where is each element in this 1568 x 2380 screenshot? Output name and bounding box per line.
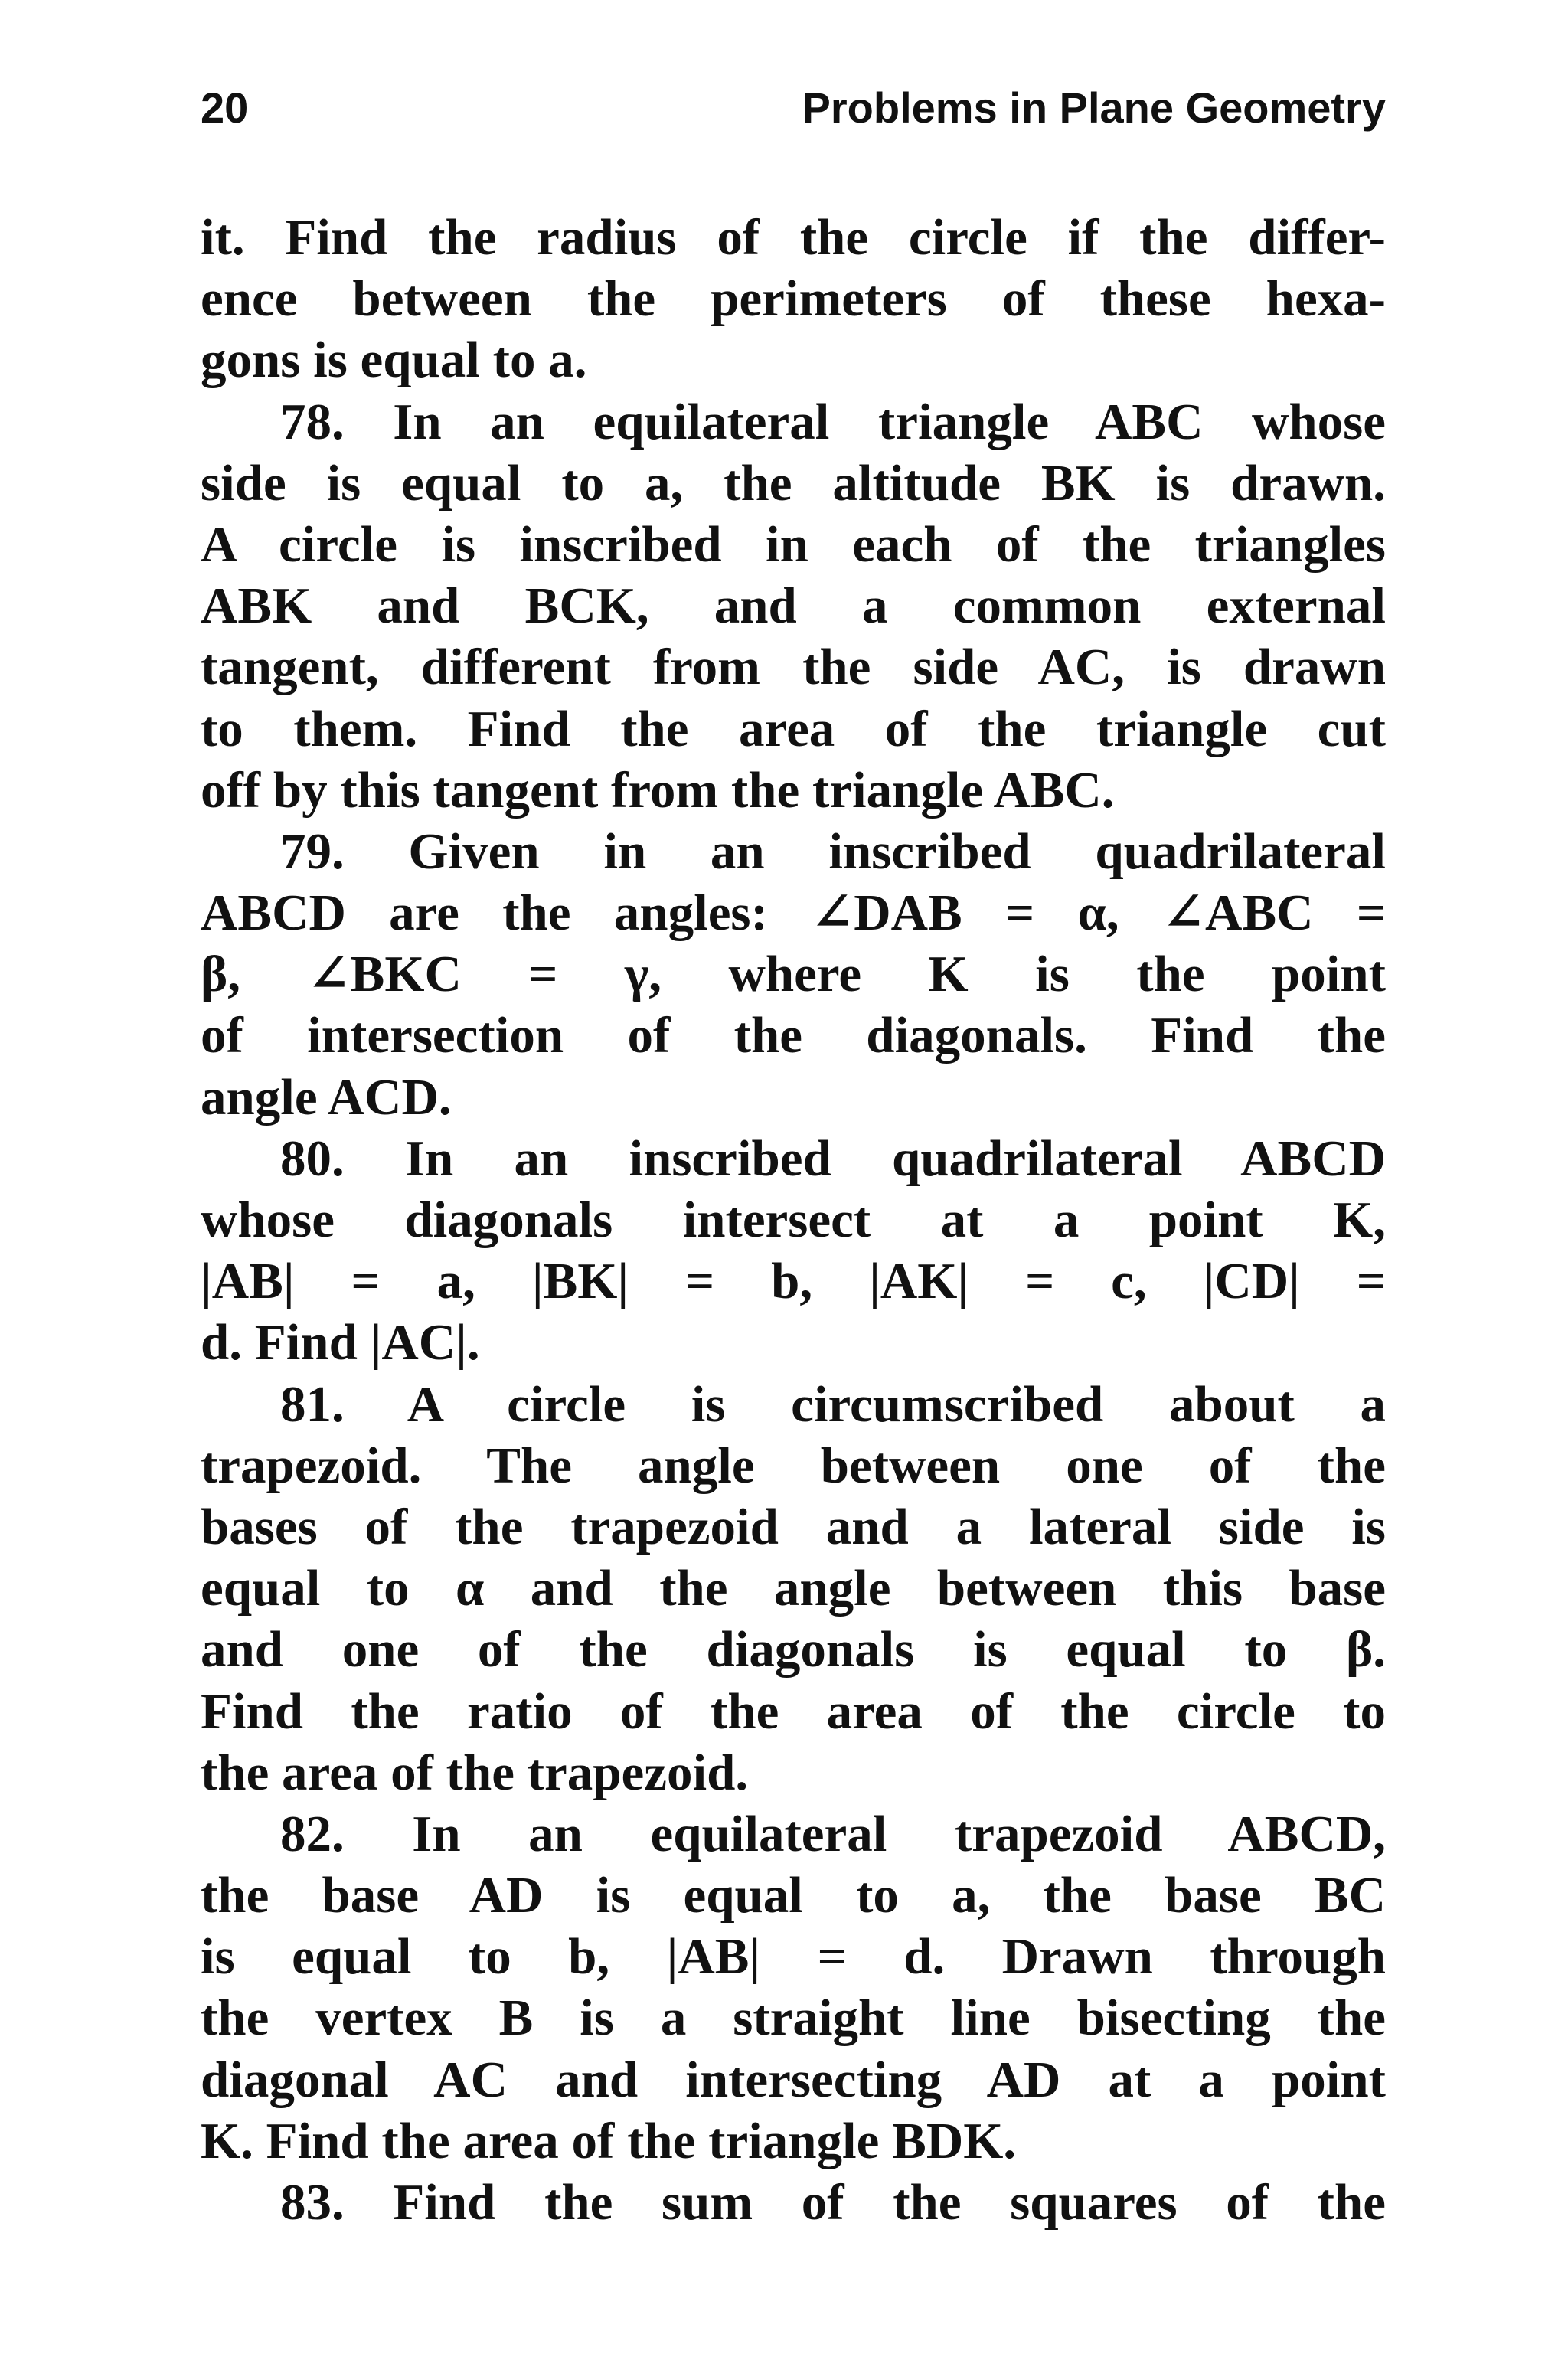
text-line: off by this tangent from the triangle ABC. — [201, 761, 1115, 819]
text-line: |AB| = a, |BK| = b, |AK| = c, |CD| = — [201, 1253, 1386, 1310]
problem-81-start: 81. A circle is circumscribed about a — [280, 1375, 1386, 1433]
text-line: tangent, different from the side AC, is drawn — [201, 639, 1386, 696]
text-line: Find the ratio of the area of the circle to — [201, 1682, 1386, 1740]
text-line: A circle is inscribed in each of the triangles — [201, 515, 1386, 573]
text-line: the area of the trapezoid. — [201, 1744, 749, 1801]
problem-78-start: 78. In an equilateral triangle ABC whose — [280, 393, 1386, 450]
text-line: the vertex B is a straight line bisecting the — [201, 1989, 1386, 2047]
text-line: and one of the diagonals is equal to β. — [201, 1621, 1386, 1679]
text-line: the base AD is equal to a, the base BC — [201, 1867, 1386, 1924]
book-title: Problems in Plane Geometry — [802, 83, 1386, 132]
text-line: ABK and BCK, and a common external — [201, 577, 1386, 635]
text-line: bases of the trapezoid and a lateral side is — [201, 1498, 1386, 1555]
problem-79-start: 79. Given in an inscribed quadrilateral — [280, 822, 1386, 880]
text-line: to them. Find the area of the triangle cut — [201, 700, 1386, 757]
text-line: ABCD are the angles: ∠DAB = α, ∠ABC = — [201, 884, 1386, 942]
text-line: it. Find the radius of the circle if the differ- — [201, 209, 1386, 266]
text-line: diagonal AC and intersecting AD at a point — [201, 2051, 1386, 2108]
text-line: K. Find the area of the triangle BDK. — [201, 2112, 1017, 2169]
running-head — [201, 74, 1386, 142]
text-line: β, ∠BKC = γ, where K is the point — [201, 946, 1386, 1003]
body-text — [201, 207, 1386, 2233]
problem-80-start: 80. In an inscribed quadrilateral ABCD — [280, 1130, 1386, 1187]
text-line: ence between the perimeters of these hexa- — [201, 270, 1386, 328]
problem-83-start: 83. Find the sum of the squares of the — [280, 2174, 1386, 2231]
text-line: is equal to b, |AB| = d. Drawn through — [201, 1928, 1386, 1986]
text-line: equal to α and the angle between this base — [201, 1560, 1386, 1617]
text-line: side is equal to a, the altitude BK is drawn. — [201, 454, 1386, 512]
text-line: whose diagonals intersect at a point K, — [201, 1192, 1386, 1248]
text-line: trapezoid. The angle between one of the — [201, 1437, 1386, 1494]
problem-82-start: 82. In an equilateral trapezoid ABCD, — [280, 1805, 1386, 1862]
text-line: of intersection of the diagonals. Find the — [201, 1007, 1386, 1064]
page-number: 20 — [201, 83, 249, 132]
text-line: angle ACD. — [201, 1068, 452, 1126]
text-line: gons is equal to a. — [201, 332, 587, 389]
text-line: d. Find |AC|. — [201, 1314, 480, 1371]
